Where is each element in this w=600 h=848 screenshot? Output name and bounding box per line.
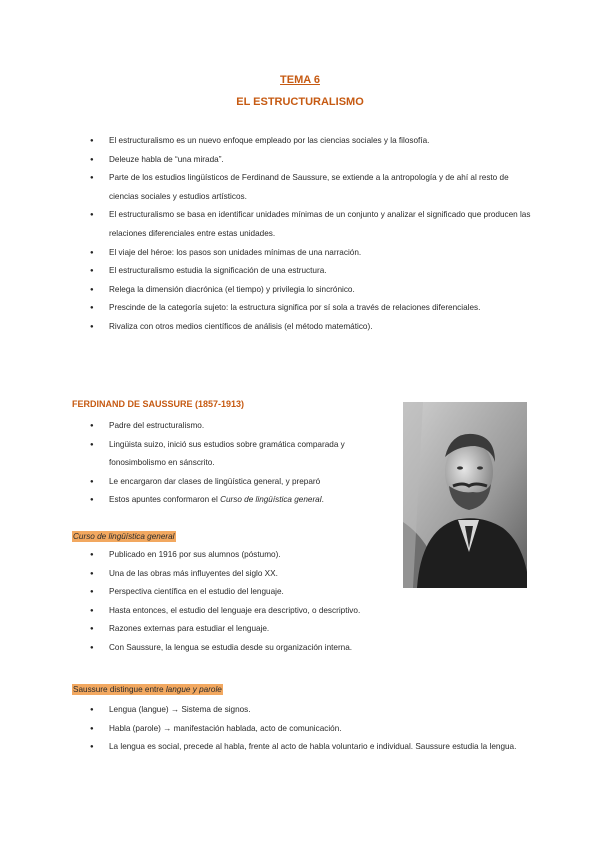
list-item: ● Rivaliza con otros medios científicos de análisis (el método matemático). [72,318,532,337]
list-item: ● Parte de los estudios lingüísticos de Ferdinand de Saussure, se extiende a la antropología y de ahí al resto de ciencias sociales y estudios artísticos. [72,169,532,206]
list-item: ● La lengua es social, precede al habla, frente al acto de habla voluntario e individual. Saussure estudia la lengua. [72,738,532,757]
list-item: ● Una de las obras más influyentes del siglo XX. [72,565,532,584]
topic-number: TEMA 6 [280,74,320,86]
list-item-suffix: . [321,495,324,505]
langue-heading-prefix: Saussure distingue entre [73,685,166,694]
list-item: ● Perspectiva científica en el estudio del lenguaje. [72,583,532,602]
list-item: ● El estructuralismo se basa en identificar unidades mínimas de un conjunto y analizar el significado que producen las relaciones diferenciales entre estas unidades. [72,206,532,243]
list-item [72,491,392,510]
list-item: ● Habla (parole) → manifestación hablada, acto de comunicación. [72,720,532,739]
list-item: ● Razones externas para estudiar el lenguaje. [72,620,532,639]
list-item-text: Estos apuntes conformaron el [109,495,221,505]
list-item: ● El estructuralismo estudia la significación de una estructura. [72,262,532,281]
list-item: ● Prescinde de la categoría sujeto: la estructura significa por sí sola a través de relaciones diferenciales. [72,299,532,318]
curso-heading: Curso de lingüística general [73,532,175,541]
curso-list [72,546,532,658]
intro-list [72,132,532,337]
langue-heading-terms: langue y parole [165,685,222,694]
langue-list [72,701,532,757]
list-item: ● Hasta entonces, el estudio del lenguaje era descriptivo, o descriptivo. [72,602,532,621]
book-title: Curso de lingüística general [220,495,322,505]
list-item: ● Le encargaron dar clases de lingüística general, y preparó [72,473,392,492]
list-item: ● Lingüista suizo, inició sus estudios sobre gramática comparada y fonosimbolismo en sánscrito. [72,436,392,473]
saussure-heading: FERDINAND DE SAUSSURE (1857-1913) [72,399,245,409]
list-item: ● Deleuze habla de “una mirada”. [72,151,532,170]
list-item: ● Lengua (langue) → Sistema de signos. [72,701,532,720]
list-item: ● Con Saussure, la lengua se estudia desde su organización interna. [72,639,532,658]
list-item: ● El viaje del héroe: los pasos son unidades mínimas de una narración. [72,244,532,263]
list-item: ● Padre del estructuralismo. [72,417,392,436]
page-title: EL ESTRUCTURALISMO [236,96,364,108]
list-item: ● Relega la dimensión diacrónica (el tiempo) y privilegia lo sincrónico. [72,281,532,300]
saussure-list [72,417,392,510]
list-item: ● El estructuralismo es un nuevo enfoque empleado por las ciencias sociales y la filosofía. [72,132,532,151]
list-item: ● Publicado en 1916 por sus alumnos (póstumo). [72,546,532,565]
langue-heading [72,684,223,695]
